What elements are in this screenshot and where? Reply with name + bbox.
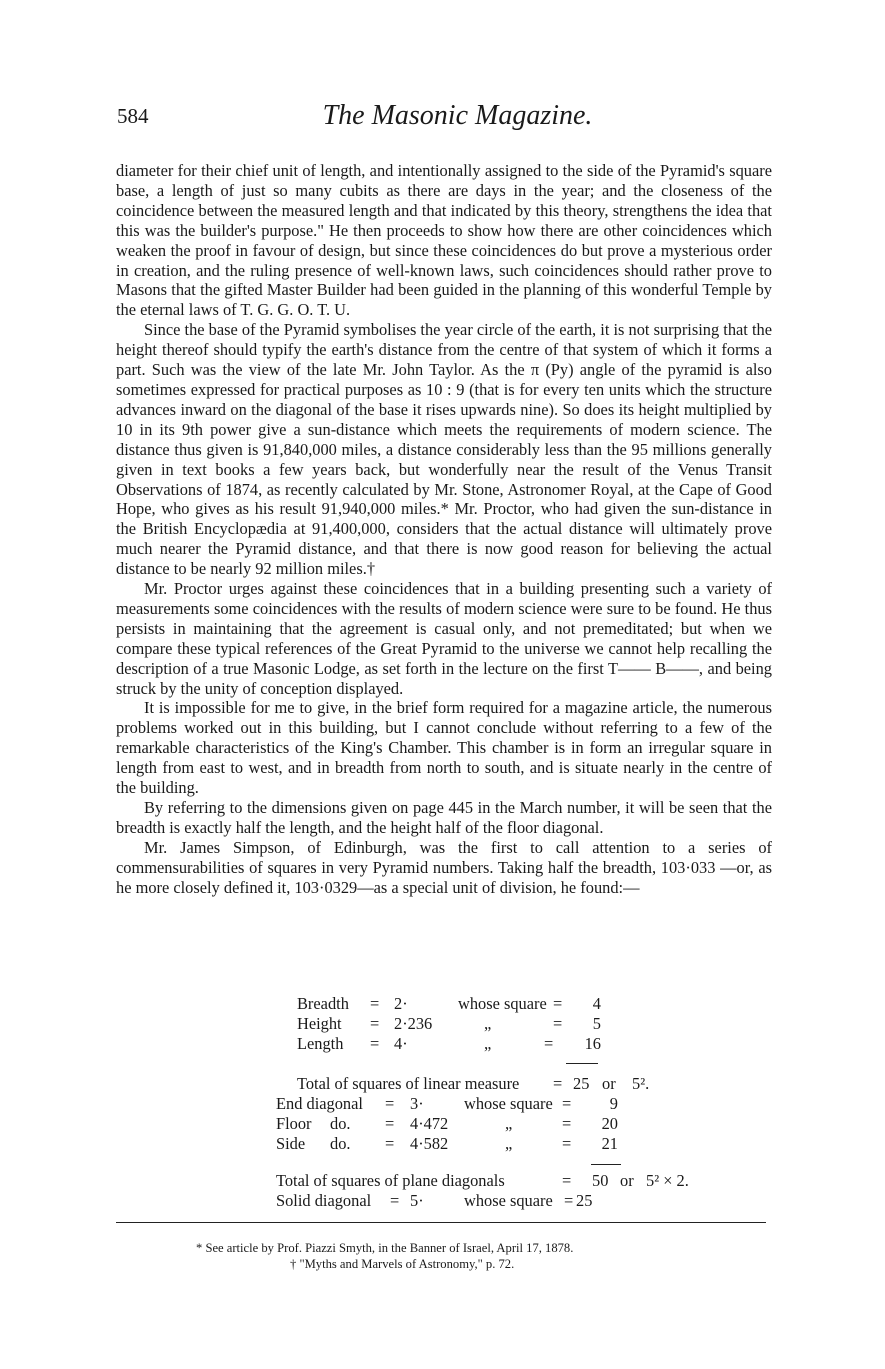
total-eq: = bbox=[553, 1074, 563, 1093]
row-square: 16 bbox=[584, 1034, 601, 1053]
row-label: whose square bbox=[458, 994, 547, 1013]
row-eq: = bbox=[390, 1191, 400, 1210]
row-square: 4 bbox=[592, 994, 601, 1013]
row-value: 2· bbox=[394, 994, 408, 1013]
row-name: Length bbox=[297, 1034, 344, 1053]
row-label: whose square bbox=[464, 1094, 553, 1113]
row-value: 3· bbox=[410, 1094, 424, 1113]
row-eq2: = bbox=[562, 1114, 572, 1133]
row-name: Height bbox=[297, 1014, 342, 1033]
article-body bbox=[116, 161, 772, 898]
row-value: 4·582 bbox=[410, 1134, 449, 1153]
sum-rule bbox=[566, 1063, 598, 1064]
row-eq: = bbox=[385, 1114, 395, 1133]
row-ditto: do. bbox=[330, 1134, 351, 1153]
row-eq: = bbox=[370, 1014, 380, 1033]
total-label: Total of squares of linear measure bbox=[297, 1074, 520, 1093]
row-label: „ bbox=[505, 1114, 513, 1133]
sum-rule bbox=[591, 1164, 621, 1165]
paragraph-5: By referring to the dimensions given on page 445 in the March number, it will be seen that the breadth is exactly half the length, and the height half of the floor diagonal. bbox=[116, 798, 772, 837]
footnote-2: † "Myths and Marvels of Astronomy," p. 72. bbox=[290, 1257, 515, 1271]
paragraph-4: It is impossible for me to give, in the brief form required for a magazine article, the numerous problems worked out in this building, but I cannot conclude without referring to a few of the remarkable characteristics of the King's Chamber. This chamber is in form an irregular square in length from east to west, and in breadth from north to south, and is situate nearly in the centre of the building. bbox=[116, 698, 772, 798]
row-eq2: = bbox=[562, 1134, 572, 1153]
total-alt: 5². bbox=[632, 1074, 650, 1093]
row-square: 20 bbox=[601, 1114, 618, 1133]
total-or: or bbox=[602, 1074, 616, 1093]
row-value: 4· bbox=[394, 1034, 408, 1053]
row-name: End diagonal bbox=[276, 1094, 363, 1113]
paragraph-3: Mr. Proctor urges against these coincidences that in a building presenting such a variety of measurements some coincidences with the results of modern science were sure to be found. He thus persists in maintaining that the agreement is casual only, and not premeditated; but when we compare these typical references of the Great Pyramid to the universe we cannot help recalling the description of a true Masonic Lodge, as set forth in the lecture on the first T—— B——, and being struck by the unity of conception displayed. bbox=[116, 579, 772, 698]
paragraph-2: Since the base of the Pyramid symbolises the year circle of the earth, it is not surprising that the height thereof should typify the earth's distance from the centre of that system of which it forms a part. Such was the view of the late Mr. John Taylor. As the π (Py) angle of the pyramid is also sometimes expressed for practical purposes as 10 : 9 (that is for every ten units which the structure advances inward on the diagonal of the base it rises upwards nine). So does its height multiplied by 10 in its 9th power give a sun-distance which meets the requirements of modern science. The distance thus given is 91,840,000 miles, a distance considerably less than the 95 millions generally given in text books a few years back, but wonderfully near the result of the Venus Transit Observations of 1874, as recently calculated by Mr. Stone, Astronomer Royal, at the Cape of Good Hope, who gives as his result 91,940,000 miles.* Mr. Proctor, who had given the sun-distance in the British Encyclopædia at 91,400,000, considers that the actual distance will ultimately prove much nearer the Pyramid distance, and that there is now good reason for believing the actual distance to be nearly 92 million miles.† bbox=[116, 320, 772, 579]
paragraph-6: Mr. James Simpson, of Edinburgh, was the first to call attention to a series of commensurabilities of squares in very Pyramid numbers. Taking half the breadth, 103·033 —or, as he more closely defined it, 103·0329—as a special unit of division, he found:— bbox=[116, 837, 772, 897]
row-square: 25 bbox=[576, 1191, 593, 1210]
page-number: 584 bbox=[117, 104, 149, 128]
row-label: whose square bbox=[464, 1191, 553, 1210]
total-value: 50 bbox=[592, 1171, 609, 1190]
row-name: Side bbox=[276, 1134, 306, 1153]
row-eq2: = bbox=[553, 994, 563, 1013]
row-square: 9 bbox=[609, 1094, 618, 1113]
row-name: Breadth bbox=[297, 994, 349, 1013]
footnote-1: * See article by Prof. Piazzi Smyth, in the Banner of Israel, April 17, 1878. bbox=[196, 1241, 574, 1255]
row-ditto: do. bbox=[330, 1114, 351, 1133]
total-value: 25 bbox=[573, 1074, 590, 1093]
total-or: or bbox=[620, 1171, 634, 1190]
total-alt: 5² × 2. bbox=[646, 1171, 689, 1190]
paragraph-1: diameter for their chief unit of length, and intentionally assigned to the side of the Pyramid's square base, a length of just so many cubits as there are days in the year; and the closeness of the coincidence between the measured length and that indicated by this theory, strengthens the idea that this was the builder's purpose." He then proceeds to show how there are other coincidences which weaken the proof in favour of design, but since these coincidences do but prove a mysterious order in creation, and the ruling presence of well-known laws, such coincidences should rather prove to Masons that the gifted Master Builder had been guided in the planning of this wonderful Temple by the eternal laws of T. G. G. O. T. U. bbox=[116, 161, 772, 320]
row-square: 5 bbox=[592, 1014, 601, 1033]
footnote-rule bbox=[116, 1222, 766, 1223]
row-eq2: = bbox=[562, 1094, 572, 1113]
row-eq: = bbox=[385, 1094, 395, 1113]
row-name: Solid diagonal bbox=[276, 1191, 372, 1210]
row-eq: = bbox=[370, 994, 380, 1013]
total-label: Total of squares of plane diagonals bbox=[276, 1171, 505, 1190]
row-value: 4·472 bbox=[410, 1114, 449, 1133]
row-eq2: = bbox=[564, 1191, 574, 1210]
row-eq: = bbox=[385, 1134, 395, 1153]
row-label: „ bbox=[484, 1034, 492, 1053]
row-eq2: = bbox=[544, 1034, 554, 1053]
total-eq: = bbox=[562, 1171, 572, 1190]
row-name: Floor bbox=[276, 1114, 312, 1133]
running-title: The Masonic Magazine. bbox=[322, 100, 593, 131]
row-square: 21 bbox=[601, 1134, 618, 1153]
row-label: „ bbox=[505, 1134, 513, 1153]
row-label: „ bbox=[484, 1014, 492, 1033]
row-value: 2·236 bbox=[394, 1014, 433, 1033]
row-eq: = bbox=[370, 1034, 380, 1053]
row-eq2: = bbox=[553, 1014, 563, 1033]
row-value: 5· bbox=[410, 1191, 424, 1210]
